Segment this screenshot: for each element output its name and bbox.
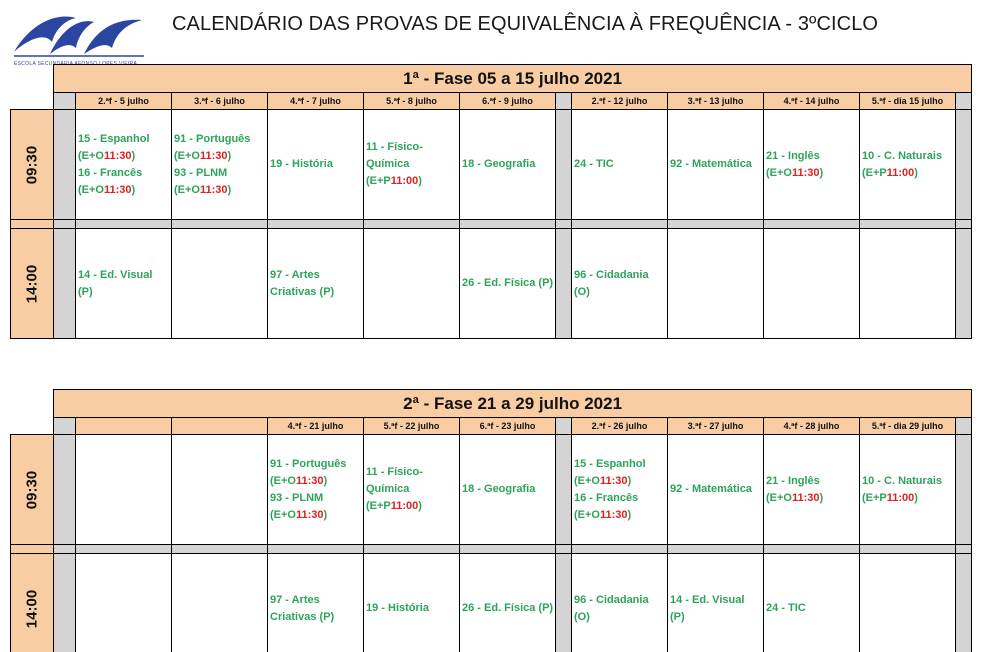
exam-cell — [460, 554, 556, 652]
exam-text: (O) — [574, 285, 590, 298]
row-separator — [54, 110, 76, 220]
exam-line — [270, 592, 363, 609]
time-slot-label — [11, 110, 54, 220]
day-header: 5.ªf - dia 15 julho — [860, 93, 956, 110]
exam-time: 11:30 — [791, 491, 820, 504]
slot-row — [11, 110, 972, 220]
separator-cell — [764, 220, 860, 229]
exam-text: 91 - Português — [270, 457, 347, 470]
exam-line — [462, 156, 555, 173]
exam-text: 92 - Matemática — [670, 483, 752, 495]
exam-text: Química — [366, 483, 410, 495]
separator-cell — [268, 545, 364, 554]
exam-line — [174, 182, 267, 199]
exam-text: 11 - Físico- — [366, 466, 423, 478]
exam-line — [270, 156, 363, 173]
exam-text: 24 - TIC — [766, 602, 806, 614]
row-separator — [956, 110, 972, 220]
exam-line — [574, 490, 667, 507]
exam-cell — [268, 229, 364, 339]
exam-time: 11:00 — [886, 491, 915, 504]
exam-line — [174, 148, 267, 165]
exam-text: (E+O — [78, 183, 104, 196]
row-separator — [556, 110, 572, 220]
exam-cell — [364, 554, 460, 652]
slot-row — [11, 435, 972, 545]
exam-time: 11:30 — [199, 149, 228, 162]
exam-line — [766, 473, 859, 490]
exam-line — [270, 609, 363, 626]
exam-text: 15 - Espanhol — [78, 132, 150, 145]
exam-time: 11:30 — [103, 149, 132, 162]
exam-line — [78, 148, 171, 165]
exam-text: ) — [227, 149, 232, 162]
exam-text: ) — [131, 183, 136, 196]
exam-line — [366, 464, 459, 481]
exam-text: ) — [131, 149, 136, 162]
separator-cell — [460, 545, 556, 554]
exam-line — [270, 456, 363, 473]
exam-line — [366, 481, 459, 498]
exam-time: 11:30 — [103, 183, 132, 196]
slot-row — [11, 554, 972, 652]
separator-cell — [460, 220, 556, 229]
exam-line — [766, 600, 859, 617]
exam-text: Criativas (P) — [270, 285, 335, 298]
exam-line — [766, 490, 859, 507]
day-header: 3.ªf - 27 julho — [668, 418, 764, 435]
row-separator — [54, 554, 76, 652]
row-separator — [556, 554, 572, 652]
exam-cell — [172, 554, 268, 652]
row-separator — [556, 435, 572, 545]
day-header: 2.ªf - 5 julho — [76, 93, 172, 110]
exam-text: 26 - Ed. Física (P) — [462, 277, 554, 289]
exam-cell — [268, 110, 364, 220]
exam-cell — [76, 229, 172, 339]
exam-line — [462, 600, 555, 617]
exam-text: ) — [323, 474, 328, 487]
day-header: 4.ªf - 21 julho — [268, 418, 364, 435]
day-header: 6.ªf - 9 julho — [460, 93, 556, 110]
row-separator — [956, 554, 972, 652]
exam-cell — [860, 229, 956, 339]
exam-text: ) — [323, 508, 328, 521]
separator-cell — [956, 220, 972, 229]
separator-cell — [860, 220, 956, 229]
separator-cell — [764, 545, 860, 554]
day-header: 4.ªf - 28 julho — [764, 418, 860, 435]
separator-cell — [860, 545, 956, 554]
exam-text: 19 - História — [270, 158, 333, 170]
separator-cell — [956, 545, 972, 554]
day-header: 5.ªf - dia 29 julho — [860, 418, 956, 435]
exam-cell — [76, 554, 172, 652]
day-header: 2.ªf - 12 julho — [572, 93, 668, 110]
exam-text: 93 - PLNM — [174, 166, 228, 179]
corner-gap — [11, 65, 54, 93]
separator-row — [11, 545, 972, 554]
row-separator — [54, 229, 76, 339]
time-slot-label — [11, 435, 54, 545]
row-separator — [556, 229, 572, 339]
exam-text: (E+O — [270, 508, 296, 521]
page-title: CALENDÁRIO DAS PROVAS DE EQUIVALÊNCIA À FREQUÊNCIA - 3ºCICLO — [172, 13, 879, 35]
exam-text: 91 - Português — [174, 132, 251, 145]
exam-line — [574, 156, 667, 173]
separator-cell — [668, 220, 764, 229]
day-header — [172, 418, 268, 435]
exam-line — [270, 490, 363, 507]
exam-cell — [76, 435, 172, 545]
exam-cell — [460, 435, 556, 545]
day-header: 2.ªf - 26 julho — [572, 418, 668, 435]
header-separator — [54, 418, 76, 435]
time-slot-text: 14:00 — [23, 264, 41, 303]
exam-text: ) — [914, 491, 918, 504]
corner-gap — [11, 390, 54, 418]
exam-text: (E+O — [574, 474, 600, 487]
exam-cell — [572, 554, 668, 652]
exam-line — [670, 592, 763, 609]
phase-2-table — [10, 389, 972, 652]
exam-text: 21 - Inglês — [766, 474, 820, 487]
exam-line — [78, 165, 171, 182]
exam-cell — [172, 435, 268, 545]
exam-line — [366, 498, 459, 515]
header-separator — [54, 93, 76, 110]
exam-text: ) — [819, 166, 824, 179]
separator-cell — [76, 545, 172, 554]
phase-title-row — [11, 65, 972, 93]
time-slot-label — [11, 554, 54, 652]
exam-time: 11:30 — [295, 474, 324, 487]
exam-cell — [668, 435, 764, 545]
header-separator — [956, 418, 972, 435]
header-separator — [556, 93, 572, 110]
exam-text: ) — [627, 508, 632, 521]
exam-text: 19 - História — [366, 602, 429, 614]
time-separator — [11, 220, 54, 229]
exam-time: 11:00 — [886, 166, 915, 179]
exam-text: 14 - Ed. Visual — [670, 593, 745, 606]
exam-text: Química — [366, 158, 410, 170]
separator-cell — [76, 220, 172, 229]
separator-row — [11, 220, 972, 229]
exam-line — [366, 139, 459, 156]
exam-line — [766, 148, 859, 165]
separator-cell — [364, 545, 460, 554]
exam-cell — [364, 229, 460, 339]
exam-time: 11:00 — [390, 500, 419, 512]
exam-time: 11:30 — [599, 474, 628, 487]
day-header-row — [11, 93, 972, 110]
exam-text: 93 - PLNM — [270, 491, 324, 504]
separator-cell — [268, 220, 364, 229]
exam-line — [366, 156, 459, 173]
exam-text: 18 - Geografia — [462, 483, 536, 495]
exam-text: (P) — [78, 285, 93, 298]
exam-line — [670, 481, 763, 498]
separator-cell — [556, 220, 572, 229]
exam-text: 97 - Artes — [270, 593, 320, 606]
exam-text: (E+O — [574, 508, 600, 521]
exam-text: 11 - Físico- — [366, 141, 423, 153]
exam-time: 11:30 — [791, 166, 820, 179]
exam-text: ) — [418, 175, 422, 187]
exam-cell — [460, 110, 556, 220]
exam-text: (E+P — [366, 175, 391, 187]
day-header: 6.ªf - 23 julho — [460, 418, 556, 435]
exam-text: 24 - TIC — [574, 158, 614, 170]
exam-line — [862, 473, 955, 490]
exam-cell — [364, 110, 460, 220]
time-separator — [11, 545, 54, 554]
exam-cell — [76, 110, 172, 220]
separator-cell — [572, 545, 668, 554]
exam-text: ) — [227, 183, 232, 196]
separator-cell — [668, 545, 764, 554]
exam-line — [574, 267, 667, 284]
exam-text: 18 - Geografia — [462, 158, 536, 170]
school-logo — [10, 8, 148, 64]
header-separator — [956, 93, 972, 110]
exam-cell — [668, 229, 764, 339]
separator-cell — [572, 220, 668, 229]
separator-cell — [54, 545, 76, 554]
exam-text: (O) — [574, 610, 590, 623]
exam-line — [462, 481, 555, 498]
exam-text: 16 - Francês — [574, 491, 639, 504]
exam-text: 96 - Cidadania — [574, 268, 649, 281]
exam-cell — [364, 435, 460, 545]
exam-line — [270, 473, 363, 490]
exam-text: 96 - Cidadania — [574, 593, 649, 606]
wave-logo-icon — [10, 8, 148, 62]
day-header — [76, 418, 172, 435]
exam-text: ) — [819, 491, 824, 504]
exam-text: (E+P — [366, 500, 391, 512]
exam-line — [174, 131, 267, 148]
exam-cell — [860, 435, 956, 545]
exam-line — [574, 473, 667, 490]
exam-cell — [460, 229, 556, 339]
exam-cell — [572, 435, 668, 545]
exam-line — [862, 148, 955, 165]
day-header: 5.ªf - 22 julho — [364, 418, 460, 435]
exam-text: 16 - Francês — [78, 166, 143, 179]
exam-text: 26 - Ed. Física (P) — [462, 602, 554, 614]
phase-1-table — [10, 64, 972, 339]
separator-cell — [172, 545, 268, 554]
day-header: 4.ªf - 7 julho — [268, 93, 364, 110]
exam-text: (E+O — [78, 149, 104, 162]
exam-text: ) — [418, 500, 422, 512]
phase-title-row — [11, 390, 972, 418]
exam-line — [462, 275, 555, 292]
exam-line — [670, 609, 763, 626]
exam-line — [670, 156, 763, 173]
separator-cell — [172, 220, 268, 229]
exam-cell — [572, 229, 668, 339]
exam-line — [78, 267, 171, 284]
exam-text: 10 - C. Naturais — [862, 149, 943, 162]
exam-cell — [668, 110, 764, 220]
exam-cell — [572, 110, 668, 220]
exam-line — [366, 173, 459, 190]
time-slot-text: 14:00 — [23, 589, 41, 628]
exam-line — [574, 592, 667, 609]
exam-text: (E+O — [766, 166, 792, 179]
exam-line — [574, 456, 667, 473]
exam-text: 15 - Espanhol — [574, 457, 646, 470]
exam-text: (E+P — [862, 491, 887, 504]
separator-cell — [556, 545, 572, 554]
exam-time: 11:30 — [199, 183, 228, 196]
exam-text: (P) — [670, 610, 685, 623]
exam-line — [862, 165, 955, 182]
exam-cell — [860, 554, 956, 652]
exam-line — [78, 284, 171, 301]
row-separator — [54, 435, 76, 545]
exam-line — [574, 284, 667, 301]
time-slot-text: 09:30 — [23, 145, 41, 184]
day-header: 5.ªf - 8 julho — [364, 93, 460, 110]
row-separator — [956, 229, 972, 339]
exam-text: Criativas (P) — [270, 610, 335, 623]
exam-text: 21 - Inglês — [766, 149, 820, 162]
exam-cell — [172, 229, 268, 339]
exam-line — [574, 507, 667, 524]
phase-title: 1ª - Fase 05 a 15 julho 2021 — [54, 65, 972, 93]
exam-text: 14 - Ed. Visual — [78, 268, 153, 281]
exam-text: 10 - C. Naturais — [862, 474, 943, 487]
exam-time: 11:00 — [390, 175, 419, 187]
exam-cell — [668, 554, 764, 652]
exam-cell — [764, 229, 860, 339]
exam-line — [270, 267, 363, 284]
exam-cell — [764, 554, 860, 652]
day-header: 3.ªf - 13 julho — [668, 93, 764, 110]
exam-text: 92 - Matemática — [670, 158, 752, 170]
exam-cell — [764, 435, 860, 545]
exam-line — [78, 131, 171, 148]
corner-gap — [11, 418, 54, 435]
exam-line — [366, 600, 459, 617]
day-header: 4.ªf - 14 julho — [764, 93, 860, 110]
row-separator — [956, 435, 972, 545]
exam-cell — [268, 435, 364, 545]
corner-gap — [11, 93, 54, 110]
time-slot-text: 09:30 — [23, 470, 41, 509]
exam-line — [766, 165, 859, 182]
exam-cell — [268, 554, 364, 652]
exam-text: (E+O — [270, 474, 296, 487]
slot-row — [11, 229, 972, 339]
exam-text: 97 - Artes — [270, 268, 320, 281]
day-header: 3.ªf - 6 julho — [172, 93, 268, 110]
exam-text: (E+P — [862, 166, 887, 179]
exam-cell — [860, 110, 956, 220]
separator-cell — [54, 220, 76, 229]
header-separator — [556, 418, 572, 435]
exam-text: ) — [627, 474, 632, 487]
exam-cell — [172, 110, 268, 220]
exam-cell — [764, 110, 860, 220]
exam-line — [862, 490, 955, 507]
exam-line — [174, 165, 267, 182]
separator-cell — [364, 220, 460, 229]
exam-text: (E+O — [174, 183, 200, 196]
exam-line — [270, 507, 363, 524]
exam-text: (E+O — [766, 491, 792, 504]
phase-title: 2ª - Fase 21 a 29 julho 2021 — [54, 390, 972, 418]
exam-time: 11:30 — [295, 508, 324, 521]
exam-time: 11:30 — [599, 508, 628, 521]
exam-line — [270, 284, 363, 301]
exam-line — [574, 609, 667, 626]
time-slot-label — [11, 229, 54, 339]
exam-text: (E+O — [174, 149, 200, 162]
exam-line — [78, 182, 171, 199]
exam-text: ) — [914, 166, 918, 179]
day-header-row — [11, 418, 972, 435]
